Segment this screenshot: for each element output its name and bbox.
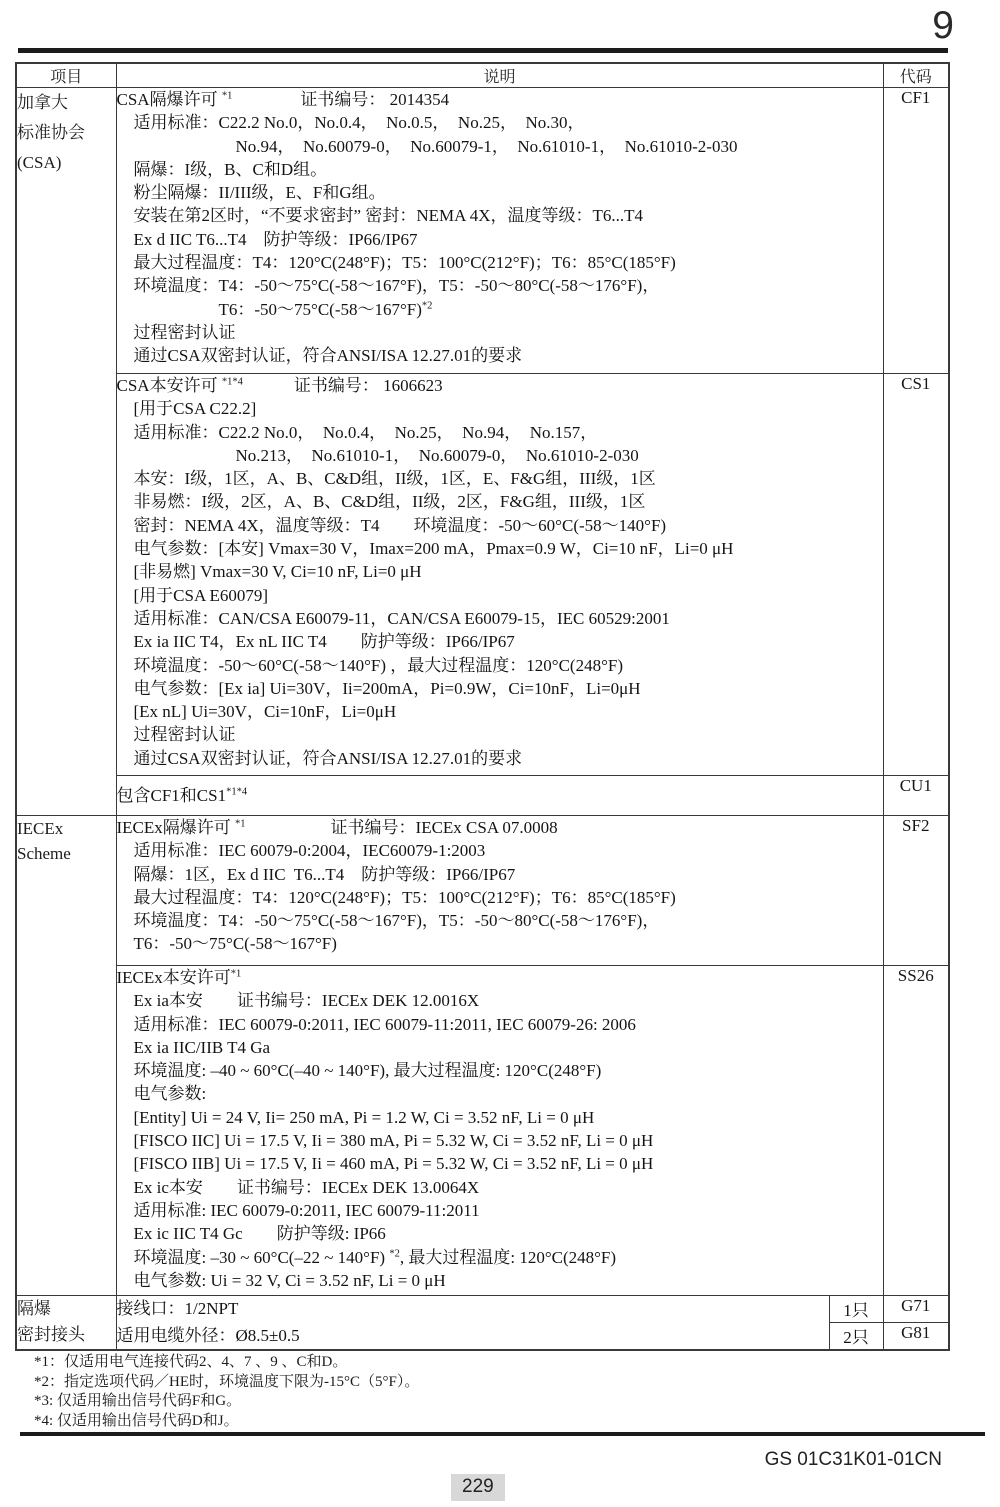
code-ss26: SS26 (883, 966, 949, 1296)
table-row (16, 1296, 949, 1323)
item-label-iecex: IECEx Scheme (16, 816, 116, 1296)
table-row (16, 374, 949, 776)
code-cu1: CU1 (883, 776, 949, 816)
top-rule (18, 48, 948, 53)
description-cu1: 包含CF1和$CS1^{*1*4}$ (116, 776, 883, 816)
table-header-row (16, 63, 949, 88)
header-description: 说明 (116, 63, 883, 88)
code-g81: G81 (883, 1323, 949, 1350)
code-cs1: CS1 (883, 374, 949, 776)
header-code: 代码 (883, 63, 949, 88)
table-row (16, 966, 949, 1296)
item-label-gland: 隔爆 密封接头 (16, 1296, 116, 1351)
description-ss26: IECEx本安许可$^{*1}$ Ex ia本安 证书编号：IECEx DEK 12.0016X 适用标准：IEC 60079-0:2011, IEC 60079-11:2011, IEC 60079-26: 2006 Ex ia IIC/IIB T4 Ga 环境温度: –40 ~ 60°C(–40 ~ 140°F), 最大过程温度: 120°C(248°F) 电气参数: [Entity] Ui = 24 V, Ii= 250 mA, Pi = 1.2 W, Ci = 3.52 nF, Li = 0 μH [FISCO IIC] Ui = 17.5 V, Ii = 380 mA, Pi = 5.32 W, Ci = 3.52 nF, Li = 0 μH [FISCO IIB] Ui = 17.5 V, Ii = 460 mA, Pi = 5.32 W, Ci = 3.52 nF, Li = 0 μH Ex ic本安 证书编号：IECEx DEK 13.0064X 适用标准: IEC 60079-0:2011, IEC 60079-11:2011 Ex ic IIC T4 Gc 防护等级: IP66 环境温度: –30 ~ 60°C(–22 ~ 140°F) $^{*2}$, 最大过程温度: 120°C(248°F) 电气参数: Ui = 32 V, Ci = 3.52 nF, Li = 0 μH (116, 966, 883, 1296)
code-cf1: CF1 (883, 88, 949, 374)
quantity-g81: 2只 (829, 1323, 883, 1350)
description-cf1: CSA隔爆许可 $^{*1}$ 证书编号： 2014354 适用标准：C22.2 No.0，No.0.4， No.0.5， No.25， No.30， No.94， No.60079-0， No.60079-1， No.61010-1， No.61010-2-030 隔爆：I级，B、C和D组。 粉尘隔爆：II/III级，E、F和G组。 安装在第2区时，“不要求密封” 密封：NEMA 4X，温度等级：T6...T4 Ex d IIC T6...T4 防护等级：IP66/IP67 最大过程温度：T4：120°C(248°F)；T5：100°C(212°F)；T6：85°C(185°F) 环境温度：T4：-50～75°C(-58～167°F)，T5：-50～80°C(-58～176°F)， T6：-50～75°C(-58～167°F)$^{*2}$ 过程密封认证 通过CSA双密封认证，符合ANSI/ISA 12.27.01的要求 (116, 88, 883, 374)
header-item: 项目 (16, 63, 116, 88)
table-row (16, 88, 949, 374)
description-cs1: CSA本安许可 $^{*1*4}$ 证书编号： 1606623 [用于CSA C22.2] 适用标准：C22.2 No.0， No.0.4， No.25， No.94， No.157， No.213， No.61010-1， No.60079-0， No.61010-2-030 本安：I级，1区，A、B、C&D组，II级，1区，E、F&G组，III级，1区 非易燃：I级，2区，A、B、C&D组，II级，2区，F&G组，III级，1区 密封：NEMA 4X，温度等级：T4 环境温度：-50～60°C(-58～140°F) 电气参数：[本安] Vmax=30 V，Imax=200 mA，Pmax=0.9 W，Ci=10 nF，Li=0 μH [非易燃] Vmax=30 V, Ci=10 nF, Li=0 μH [用于CSA E60079] 适用标准：CAN/CSA E60079-11，CAN/CSA E60079-15，IEC 60529:2001 Ex ia IIC T4，Ex nL IIC T4 防护等级：IP66/IP67 环境温度：-50～60°C(-58～140°F) ，最大过程温度：120°C(248°F) 电气参数：[Ex ia] Ui=30V，Ii=200mA，Pi=0.9W，Ci=10nF，Li=0μH [Ex nL] Ui=30V，Ci=10nF，Li=0μH 过程密封认证 通过CSA双密封认证，符合ANSI/ISA 12.27.01的要求 (116, 374, 883, 776)
quantity-g71: 1只 (829, 1296, 883, 1323)
table-row (16, 776, 949, 816)
code-sf2: SF2 (883, 816, 949, 966)
table-row (16, 816, 949, 966)
bottom-rule (20, 1432, 985, 1436)
page-number-bottom: 229 (451, 1474, 505, 1501)
page-number-top: 9 (932, 4, 954, 47)
description-sf2: IECEx隔爆许可 $^{*1}$ 证书编号：IECEx CSA 07.0008 适用标准：IEC 60079-0:2004，IEC60079-1:2003 隔爆：1区，Ex d IIC T6...T4 防护等级：IP66/IP67 最大过程温度：T4：120°C(248°F)；T5：100°C(212°F)；T6：85°C(185°F) 环境温度：T4：-50～75°C(-58～167°F)，T5：-50～80°C(-58～176°F)， T6：-50～75°C(-58～167°F) (116, 816, 883, 966)
code-g71: G71 (883, 1296, 949, 1323)
description-gland: 接线口：1/2NPT 适用电缆外径：Ø8.5±0.5 (116, 1296, 829, 1351)
item-label-csa: 加拿大 标准协会 (CSA) (16, 88, 116, 816)
footnotes: *1：仅适用电气连接代码2、4、7 、9 、C和D。 *2：指定选项代码／HE时，环境温度下限为-15°C（5°F）。 *3: 仅适用输出信号代码F和G。 *4: 仅适用输出信号代码D和J。 (34, 1354, 420, 1429)
document-number: GS 01C31K01-01CN (764, 1449, 942, 1470)
certification-spec-table (15, 62, 950, 1351)
